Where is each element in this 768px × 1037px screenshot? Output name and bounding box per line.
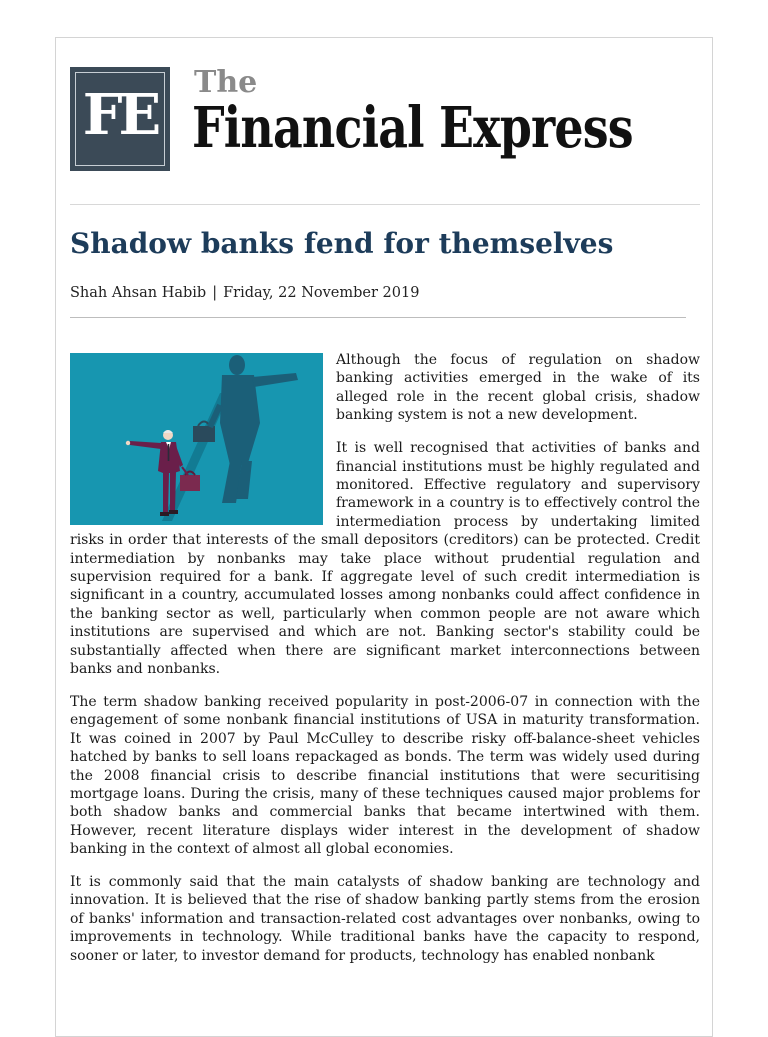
article-paragraph: It is commonly said that the main catalysts of shadow banking are technology and innovation. It is believed that the rise of shadow banking partly stems from the erosion of banks' information and transaction-related cost advantages over nonbanks, owing to improvements in technology. While traditional banks have the capacity to respond, sooner or later, to investor demand for products, technology has enabled nonbank — [70, 874, 700, 964]
article-page — [55, 37, 713, 1037]
byline-divider — [70, 317, 686, 318]
brand-the: The — [194, 65, 258, 100]
article-paragraph: Although the focus of regulation on shadow banking activities emerged in the wake of its alleged role in the recent global crisis, shadow banking system is not a new development. — [336, 352, 700, 424]
businessman-shadow-illustration — [70, 353, 323, 525]
article-headline: Shadow banks fend for themselves — [70, 227, 614, 260]
article-body — [70, 351, 700, 980]
masthead-divider — [70, 204, 700, 205]
author-name[interactable]: Shah Ahsan Habib — [70, 285, 207, 301]
brand-name: Financial Express — [192, 95, 633, 161]
masthead[interactable] — [70, 65, 702, 175]
publish-date: Friday, 22 November 2019 — [223, 285, 420, 301]
byline — [70, 282, 419, 304]
fe-logo-icon — [70, 67, 170, 171]
article-illustration — [70, 353, 323, 525]
byline-separator: | — [212, 285, 218, 301]
article-paragraph: The term shadow banking received popularity in post-2006-07 in connection with the engagement of some nonbank financial institutions of USA in maturity transformation. It was coined in 2007 by Paul McCulley to describe risky off-balance-sheet vehicles hatched by banks to sell loans repackaged as bonds. The term was widely used during the 2008 financial crisis to describe financial institutions that were securitising mortgage loans. During the crisis, many of these techniques caused major problems for both shadow banks and commercial banks that became intertwined with them. However, recent literature displays wider interest in the development of shadow banking in the context of almost all global economies. — [70, 693, 700, 858]
article-paragraph: It is well recognised that activities of banks and financial institutions must be highly regulated and monitored. Effective regulatory and supervisory framework in a country is to effectively control the intermediation process by undertaking limited risks in order that interests of the small depositors (creditors) can be protected. Credit intermediation by nonbanks may take place without prudential regulation and supervision required for a bank. If aggregate level of such credit intermediation is significant in a country, accumulated losses among nonbanks could affect confidence in the banking sector as well, particularly when common people are not aware which institutions are supervised and which are not. Banking sector's stability could be substantially affected when there are significant market interconnections between banks and nonbanks. — [70, 440, 700, 677]
logo-letters: FE — [82, 82, 158, 148]
